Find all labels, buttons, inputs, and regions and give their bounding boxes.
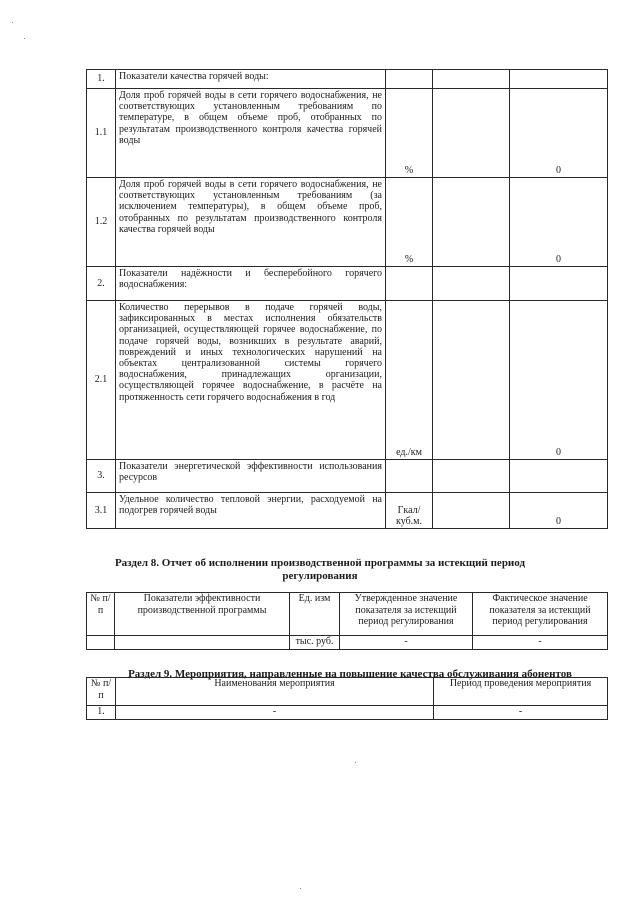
indicator-description: Количество перерывов в подаче горячей воды, зафиксированных в местах исполнения обязательств организацией, осуществляющей горячее водоснабжение, по подаче горячей воды, возникших в результате аварий, повреждений и иных технологических нарушений на объектах централизованной системы горячего водоснабжения, принадлежащих организации, осуществляющей горячее водоснабжение, в расчёте на протяженность сети горячего водоснабжения в год [116, 301, 386, 460]
value-cell: 0 [510, 493, 608, 529]
indicator-description: Удельное количество тепловой энергии, расходуемой на подогрев горячей воды [116, 493, 386, 529]
unit-cell [386, 267, 433, 301]
actual-value: - [473, 636, 608, 650]
empty-cell [433, 89, 510, 178]
table-row [87, 636, 608, 650]
value-cell [510, 267, 608, 301]
indicator-description: Доля проб горячей воды в сети горячего водоснабжения, не соответствующих установленным требованиям (за исключением температуры), в общем объеме проб, отобранных по результатам производственного контроля качества горячей воды [116, 178, 386, 267]
value-cell: 0 [510, 301, 608, 460]
indicator-description: Показатели энергетической эффективности использования ресурсов [116, 460, 386, 493]
column-header-name: Наименования мероприятия [116, 678, 434, 706]
value-cell: 0 [510, 89, 608, 178]
scan-speck [300, 888, 301, 889]
unit-cell: % [386, 178, 433, 267]
column-header-actual: Фактическое значение показателя за истекщий период регулирования [473, 593, 608, 636]
table-header-row [87, 593, 608, 636]
unit-cell: % [386, 89, 433, 178]
event-period: - [434, 706, 608, 720]
row-number: 2. [87, 267, 116, 301]
table-header-row [87, 678, 608, 706]
table-row [87, 460, 608, 493]
column-header-indicators: Показатели эффективности производственной программы [115, 593, 290, 636]
table-row [87, 70, 608, 89]
column-header-approved: Утвержденное значение показателя за истекщий период регулирования [340, 593, 473, 636]
value-cell [510, 460, 608, 493]
unit-cell [386, 460, 433, 493]
indicator-description: Доля проб горячей воды в сети горячего водоснабжения, не соответствующих установленным требованиям по температуре, в общем объеме проб, отобранных по результатам производственного контроля качества горячей воды [116, 89, 386, 178]
empty-cell [433, 301, 510, 460]
event-name: - [116, 706, 434, 720]
indicators-table [86, 69, 608, 529]
row-number: 3.1 [87, 493, 116, 529]
indicator-cell [115, 636, 290, 650]
approved-value: - [340, 636, 473, 650]
row-number: 1. [87, 70, 116, 89]
empty-cell [433, 267, 510, 301]
unit-cell [386, 70, 433, 89]
section-8-table [86, 592, 608, 650]
empty-cell [433, 493, 510, 529]
value-cell [510, 70, 608, 89]
table-row [87, 89, 608, 178]
row-number: 3. [87, 460, 116, 493]
scan-speck [12, 22, 13, 23]
column-header-num: № п/п [87, 593, 115, 636]
empty-cell [433, 460, 510, 493]
column-header-num: № п/п [87, 678, 116, 706]
table-row [87, 493, 608, 529]
unit-cell: ед./км [386, 301, 433, 460]
row-number [87, 636, 115, 650]
scan-speck [355, 762, 356, 763]
column-header-unit: Ед. изм [290, 593, 340, 636]
row-number: 1.1 [87, 89, 116, 178]
value-cell: 0 [510, 178, 608, 267]
unit-cell: тыс. руб. [290, 636, 340, 650]
row-number: 1. [87, 706, 116, 720]
row-number: 1.2 [87, 178, 116, 267]
section-9-title: Раздел 9. Мероприятия, направленные на повышение качества обслуживания абонентов [128, 668, 572, 680]
table-row [87, 178, 608, 267]
table-row [87, 706, 608, 720]
empty-cell [433, 178, 510, 267]
indicator-description: Показатели надёжности и бесперебойного горячего водоснабжения: [116, 267, 386, 301]
section-9-table [86, 677, 608, 720]
empty-cell [433, 70, 510, 89]
scan-speck [24, 38, 25, 39]
table-row [87, 267, 608, 301]
row-number: 2.1 [87, 301, 116, 460]
unit-cell: Гкал/ куб.м. [386, 493, 433, 529]
indicator-description: Показатели качества горячей воды: [116, 70, 386, 89]
table-row [87, 301, 608, 460]
section-8-title: Раздел 8. Отчет об исполнении производственной программы за истекщий период регулирования [114, 557, 526, 582]
column-header-period: Период проведения мероприятия [434, 678, 608, 706]
